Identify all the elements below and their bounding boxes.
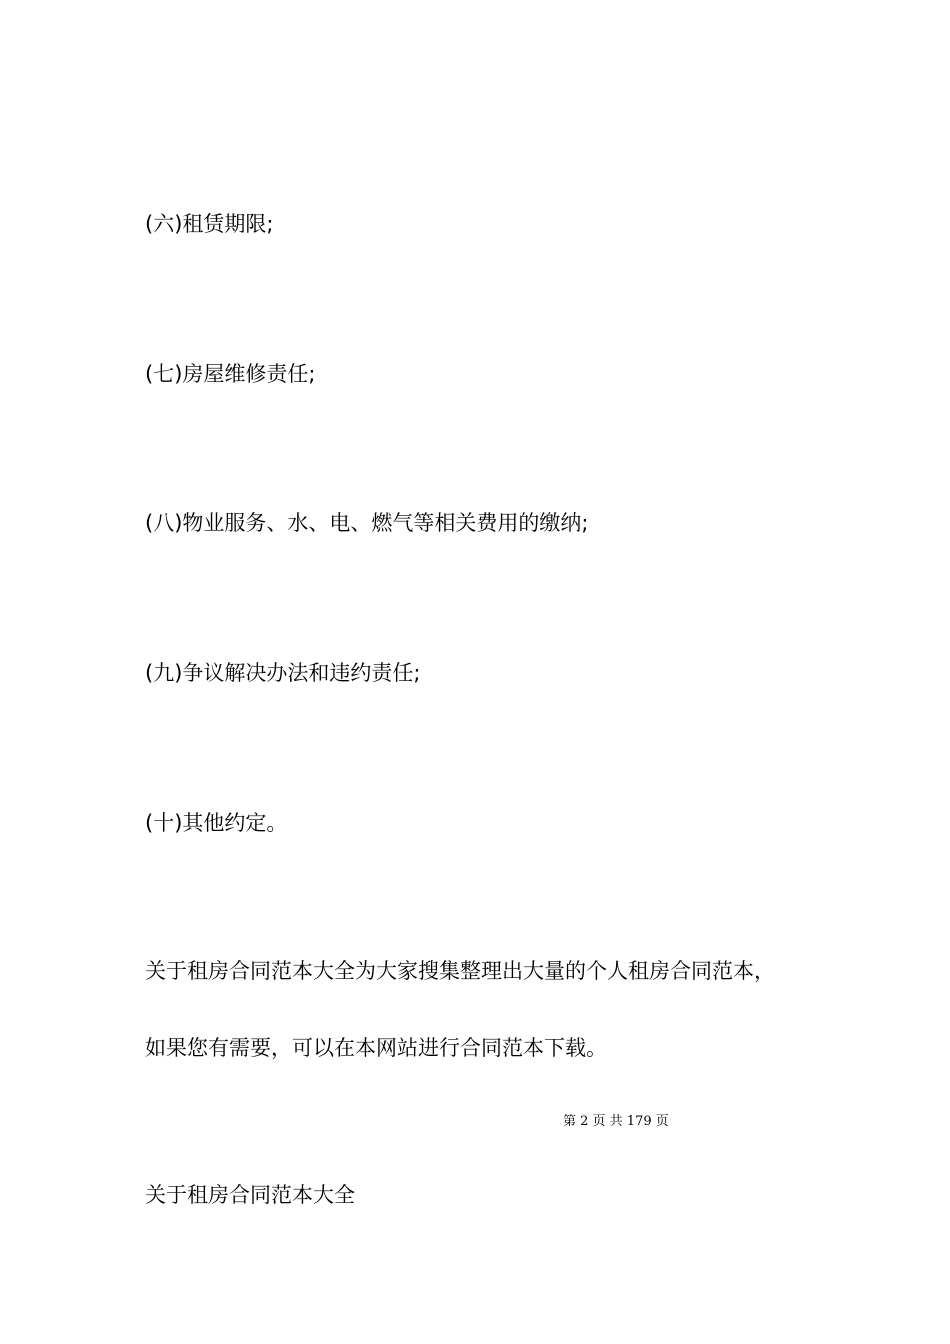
intro-paragraph-line-2: 如果您有需要，可以在本网站进行合同范本下载。 <box>145 1036 607 1060</box>
clause-item-7: (七)房屋维修责任; <box>145 362 316 386</box>
clause-item-9: (九)争议解决办法和违约责任; <box>145 661 421 685</box>
intro-paragraph-line-1: 关于租房合同范本大全为大家搜集整理出大量的个人租房合同范本， <box>145 959 775 983</box>
clause-item-6: (六)租赁期限; <box>145 212 274 236</box>
page-footer: 第 2 页 共 179 页 <box>563 1114 669 1129</box>
section-title: 关于租房合同范本大全 <box>145 1183 355 1207</box>
clause-item-8: (八)物业服务、水、电、燃气等相关费用的缴纳; <box>145 511 589 535</box>
clause-item-10: (十)其他约定。 <box>145 811 288 835</box>
